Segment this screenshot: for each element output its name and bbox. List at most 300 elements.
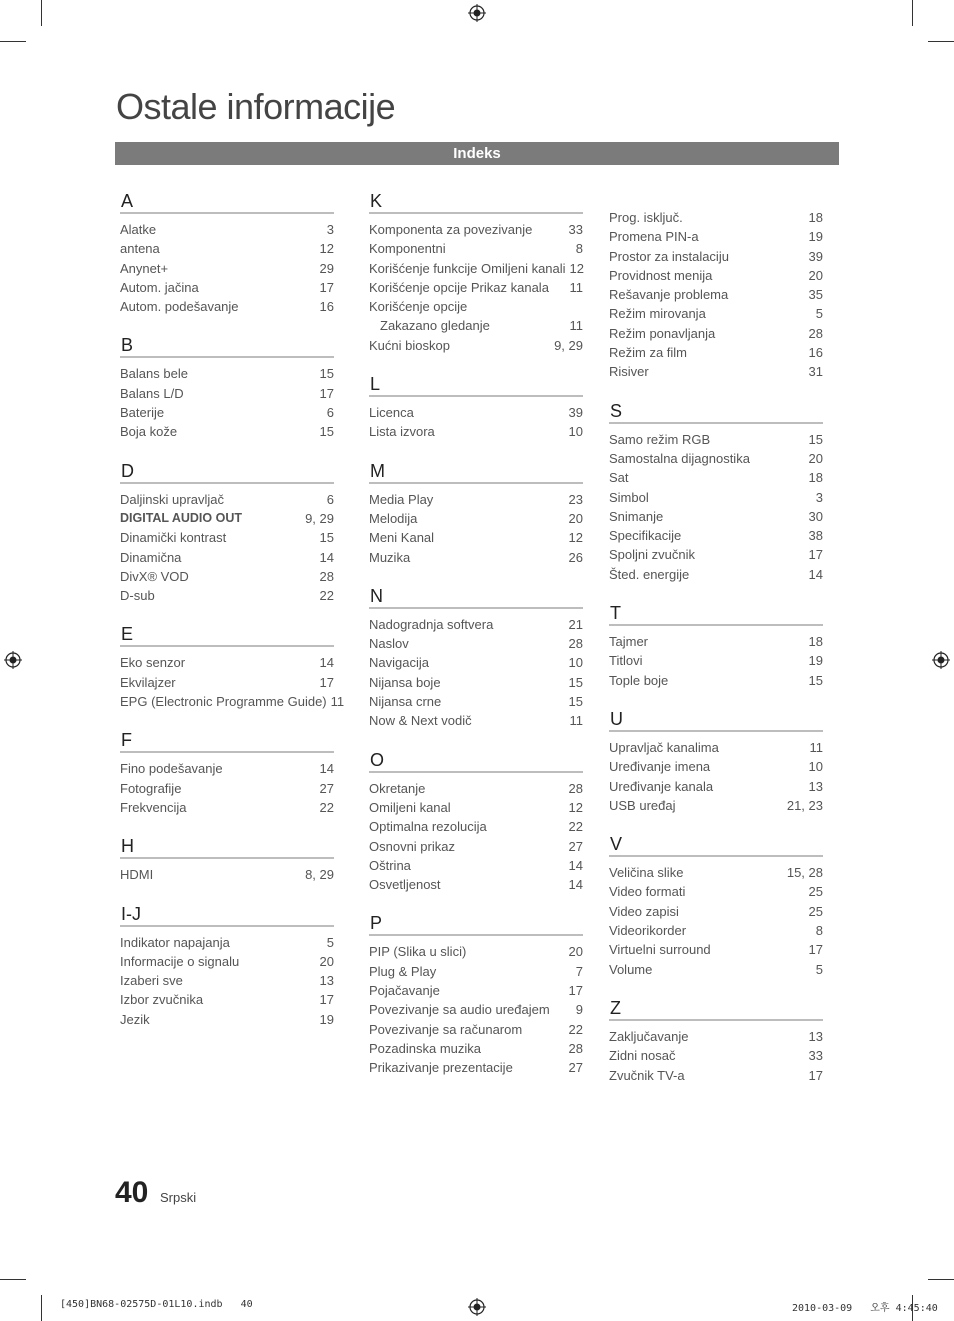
section-letter: N [369,585,583,609]
entry-page: 15 [568,694,583,710]
index-entry [120,567,334,586]
entry-term: Uređivanje imena [609,759,711,775]
entry-page: 22 [568,1021,583,1037]
index-section [369,585,583,731]
entry-page: 22 [568,819,583,835]
index-entry [369,220,583,239]
entry-page: 10 [568,655,583,671]
entry-term: Eko senzor [120,655,186,671]
index-entry [369,942,583,961]
entry-term: Video zapisi [609,903,679,919]
entry-page: 9, 29 [305,510,334,526]
index-entry [369,1058,583,1077]
index-section [120,190,334,316]
entry-term: Promena PIN-a [609,229,699,245]
index-entry [120,490,334,509]
index-entry [609,960,823,979]
index-section [120,623,345,711]
index-section [120,903,334,1029]
entry-term: Naslov [369,636,409,652]
entry-term: Frekvencija [120,799,187,815]
index-entry [609,863,823,882]
index-entry [120,933,334,952]
entry-term: Korišćenje opcije [369,299,468,315]
entry-page: 20 [568,944,583,960]
entry-page: 28 [808,325,823,341]
index-entry [609,449,823,468]
index-section [609,833,823,979]
index-entry [120,653,334,672]
entry-term: Navigacija [369,655,429,671]
entry-page: 12 [569,260,584,276]
entry-term: Baterije [120,405,165,421]
index-entry [369,239,583,258]
entry-term: HDMI [120,867,154,883]
entry-page: 21 [568,616,583,632]
entry-term: Alatke [120,222,157,237]
index-entry [369,1020,583,1039]
section-letter: A [120,190,334,214]
entry-term: Izbor zvučnika [120,992,204,1008]
index-entry [609,507,823,526]
entry-page: 3 [815,489,823,505]
crop-mark [41,1295,42,1321]
index-entry [369,403,583,422]
index-section [120,460,334,606]
entry-term: Jezik [120,1011,150,1027]
entry-term: Autom. jačina [120,279,199,295]
entry-page: 11 [330,694,345,710]
index-entry [609,285,823,304]
entry-page: 39 [568,405,583,421]
index-entry [609,796,823,815]
entry-term: Ekvilajzer [120,674,176,690]
entry-page: 38 [808,528,823,544]
section-letter: D [120,460,334,484]
section-letter: K [369,190,583,214]
index-entry [120,528,334,547]
entry-term: Oštrina [369,857,411,873]
entry-page: 28 [568,636,583,652]
entry-page: 13 [808,1028,823,1044]
entry-page: 22 [319,799,334,815]
index-entry [120,990,334,1009]
entry-term: D-sub [120,588,155,604]
entry-term: Korišćenje opcije Prikaz kanala [369,279,549,295]
index-entry [609,362,823,381]
crop-mark [0,41,26,42]
entry-page: 23 [568,491,583,507]
entry-page: 13 [808,778,823,794]
index-column-3 [609,208,823,1103]
crop-mark [0,1279,26,1280]
index-entry [120,384,334,403]
index-entry [369,490,583,509]
entry-page: 7 [575,963,583,979]
section-letter: T [609,602,823,626]
index-entry [369,528,583,547]
section-letter: P [369,912,583,936]
index-entry [609,488,823,507]
index-section [609,208,823,382]
index-entry [369,422,583,441]
entry-page: 10 [568,424,583,440]
index-section [609,602,823,690]
crop-mark [912,0,913,26]
entry-page: 18 [808,470,823,486]
index-entry [609,651,823,670]
entry-term: Režim ponavljanja [609,325,716,341]
index-entry [369,316,583,335]
index-section [609,997,823,1085]
entry-page: 21, 23 [786,797,823,813]
entry-term: Melodija [369,510,418,526]
index-entry [120,865,334,884]
index-entry [369,981,583,1000]
index-section [369,749,583,895]
index-entry [120,779,334,798]
index-section [369,460,583,567]
entry-page: 3 [326,222,334,237]
entry-page: 15, 28 [786,865,823,881]
index-entry [120,548,334,567]
section-letter: V [609,833,823,857]
index-entry [609,304,823,323]
entry-term: Veličina slike [609,865,684,881]
page-number: 40 [115,1176,149,1209]
crop-mark [41,0,42,26]
entry-term: Videorikorder [609,923,687,939]
index-entry [609,921,823,940]
entry-page: 27 [319,780,334,796]
registration-mark-icon [468,4,486,22]
entry-term: DivX® VOD [120,568,189,584]
section-letter: H [120,835,334,859]
index-section [369,912,583,1077]
index-section [369,373,583,442]
entry-page: 15 [319,366,334,382]
index-entry [120,239,334,258]
entry-term: Osnovni prikaz [369,838,455,854]
entry-page: 14 [319,549,334,565]
index-entry [369,692,583,711]
index-entry [369,779,583,798]
entry-page: 14 [319,655,334,671]
entry-term: Omiljeni kanal [369,799,451,815]
entry-page: 17 [319,992,334,1008]
entry-page: 16 [319,299,334,315]
entry-term: Optimalna rezolucija [369,819,487,835]
index-entry [120,364,334,383]
section-letter: L [369,373,583,397]
entry-term: Balans bele [120,366,188,382]
entry-page: 30 [808,508,823,524]
registration-mark-icon [932,651,950,669]
entry-term: Indikator napajanja [120,934,230,950]
index-entry [609,738,823,757]
entry-term: Licenca [369,405,414,421]
index-entry [369,336,583,355]
index-entry [609,1046,823,1065]
index-entry [369,962,583,981]
entry-page: 20 [319,953,334,969]
index-entry [120,1010,334,1029]
index-column-1 [120,190,345,1047]
entry-page: 8 [815,923,823,939]
index-entry [120,297,334,316]
index-entry [609,1027,823,1046]
entry-page: 12 [568,530,583,546]
entry-term: Nijansa boje [369,674,441,690]
entry-page: 6 [326,405,334,421]
entry-page: 5 [815,961,823,977]
entry-page: 13 [319,973,334,989]
entry-page: 14 [319,761,334,777]
entry-term: Now & Next vodič [369,713,472,729]
index-entry [609,526,823,545]
entry-page: 12 [568,799,583,815]
entry-term: Dinamički kontrast [120,530,227,546]
entry-term: Zvučnik TV-a [609,1067,685,1083]
entry-term: Balans L/D [120,385,184,401]
entry-page: 9, 29 [554,337,583,353]
section-letter: I-J [120,903,334,927]
entry-page: 20 [568,510,583,526]
entry-page: 28 [568,1040,583,1056]
entry-term: DIGITAL AUDIO OUT [120,510,242,525]
entry-term: Povezivanje sa audio uređajem [369,1002,550,1018]
entry-page: 18 [808,634,823,650]
entry-page: 11 [569,279,583,295]
index-entry [120,586,334,605]
section-letter: B [120,334,334,358]
index-entry [609,632,823,651]
entry-page: 29 [319,260,334,276]
entry-page: 17 [808,547,823,563]
entry-term: EPG (Electronic Programme Guide) [120,694,327,710]
index-entry [369,837,583,856]
entry-term: Plug & Play [369,963,437,979]
entry-term: Uređivanje kanala [609,778,714,794]
entry-term: Titlovi [609,653,643,669]
entry-term: Informacije o signalu [120,953,240,969]
entry-term: Fotografije [120,780,182,796]
entry-page: 14 [568,857,583,873]
entry-page: 11 [569,318,583,334]
entry-term: Tople boje [609,672,669,688]
entry-page: 10 [808,759,823,775]
entry-term: Volume [609,961,653,977]
entry-term: Anynet+ [120,260,169,276]
index-entry [609,324,823,343]
entry-term: Lista izvora [369,424,435,440]
entry-page: 19 [808,229,823,245]
entry-term: Autom. podešavanje [120,299,239,315]
entry-term: Samo režim RGB [609,431,711,447]
entry-term: Samostalna dijagnostika [609,450,750,466]
entry-term: Fino podešavanje [120,761,223,777]
entry-page: 5 [326,934,334,950]
entry-page: 25 [808,884,823,900]
entry-page: 19 [808,653,823,669]
entry-term: Režim mirovanja [609,306,706,322]
entry-term: Zidni nosač [609,1048,676,1064]
entry-term: Povezivanje sa računarom [369,1021,523,1037]
entry-page: 15 [808,431,823,447]
entry-term: Šted. energije [609,566,690,582]
entry-term: Simbol [609,489,649,505]
entry-term: Izaberi sve [120,973,183,989]
entry-page: 39 [808,248,823,264]
entry-page: 15 [568,674,583,690]
entry-term: Sat [609,470,629,486]
entry-term: Zaključavanje [609,1028,689,1044]
entry-term: antena [120,241,160,257]
index-entry [120,220,334,239]
entry-term: Prog. isključ. [609,210,683,225]
entry-page: 18 [808,210,823,225]
entry-page: 27 [568,838,583,854]
entry-term: Daljinski upravljač [120,491,225,507]
entry-page: 17 [319,279,334,295]
index-section [120,835,334,884]
index-entry [120,952,334,971]
entry-page: 35 [808,287,823,303]
entry-page: 17 [808,1067,823,1083]
index-entry [369,856,583,875]
index-entry [609,343,823,362]
index-entry [369,509,583,528]
registration-mark-icon [4,651,22,669]
section-letter: U [609,708,823,732]
entry-term: Rešavanje problema [609,287,729,303]
entry-term: Prostor za instalaciju [609,248,729,264]
index-entry [120,278,334,297]
entry-page: 11 [809,739,823,755]
page-title: Ostale informacije [116,86,396,127]
entry-term: Komponenta za povezivanje [369,222,533,237]
index-entry [609,882,823,901]
index-section [369,190,583,355]
index-entry [369,798,583,817]
index-entry [609,757,823,776]
entry-term: Virtuelni surround [609,942,711,958]
entry-page: 8, 29 [305,867,334,883]
section-letter: M [369,460,583,484]
index-entry [369,817,583,836]
index-entry [609,777,823,796]
index-entry [369,653,583,672]
section-letter: S [609,400,823,424]
entry-term: Upravljač kanalima [609,739,719,755]
entry-page: 15 [319,530,334,546]
index-entry [609,468,823,487]
index-entry [369,548,583,567]
entry-page: 17 [808,942,823,958]
entry-page: 19 [319,1011,334,1027]
index-banner: Indeks [115,142,839,165]
entry-page: 27 [568,1060,583,1076]
entry-page: 15 [808,672,823,688]
index-entry [369,673,583,692]
entry-term: Pozadinska muzika [369,1040,481,1056]
index-entry [369,634,583,653]
index-entry [609,266,823,285]
index-entry [609,247,823,266]
entry-term: Okretanje [369,780,426,796]
page-language: Srpski [160,1190,197,1205]
entry-term: Dinamična [120,549,182,565]
entry-page: 28 [568,780,583,796]
index-entry [369,711,583,730]
section-letter: Z [609,997,823,1021]
entry-page: 5 [815,306,823,322]
index-entry [369,297,583,316]
index-entry [609,1066,823,1085]
entry-term: Prikazivanje prezentacije [369,1060,513,1076]
entry-page: 28 [319,568,334,584]
entry-page: 17 [568,983,583,999]
index-entry [120,422,334,441]
entry-page: 33 [808,1048,823,1064]
entry-term: Video formati [609,884,686,900]
print-slug-file: [450]BN68-02575D-01L10.indb 40 [60,1299,253,1310]
index-entry [609,565,823,584]
entry-term: Spoljni zvučnik [609,547,695,563]
index-entry [609,227,823,246]
index-entry [369,1039,583,1058]
index-entry [609,208,823,227]
index-entry [120,673,334,692]
index-column-2 [369,190,583,1096]
entry-page: 15 [319,424,334,440]
index-section [609,708,823,815]
crop-mark [928,1279,954,1280]
entry-term: Tajmer [609,634,649,650]
index-entry [120,798,334,817]
entry-term: Boja kože [120,424,178,440]
entry-page: 31 [808,364,823,380]
entry-page: 33 [568,222,583,237]
entry-term: Korišćenje funkcije Omiljeni kanali [369,260,566,276]
index-entry [120,509,334,528]
index-entry [609,430,823,449]
entry-page: 11 [569,713,583,729]
crop-mark [928,41,954,42]
entry-term: Režim za film [609,345,688,361]
index-section [120,729,334,817]
entry-page: 16 [808,345,823,361]
entry-page: 6 [326,491,334,507]
entry-page: 17 [319,674,334,690]
index-section [120,334,334,441]
entry-page: 14 [808,566,823,582]
entry-page: 20 [808,450,823,466]
entry-page: 14 [568,877,583,893]
index-entry [369,278,583,297]
entry-page: 17 [319,385,334,401]
entry-page: 25 [808,903,823,919]
registration-mark-icon [468,1298,486,1316]
entry-term: Meni Kanal [369,530,435,546]
print-slug-date: 2010-03-09 오후 4:45:40 [792,1303,938,1314]
entry-term: Nadogradnja softvera [369,616,494,632]
entry-term: Pojačavanje [369,983,440,999]
index-entry [369,1000,583,1019]
index-section [609,400,823,584]
section-letter: F [120,729,334,753]
index-entry [609,545,823,564]
